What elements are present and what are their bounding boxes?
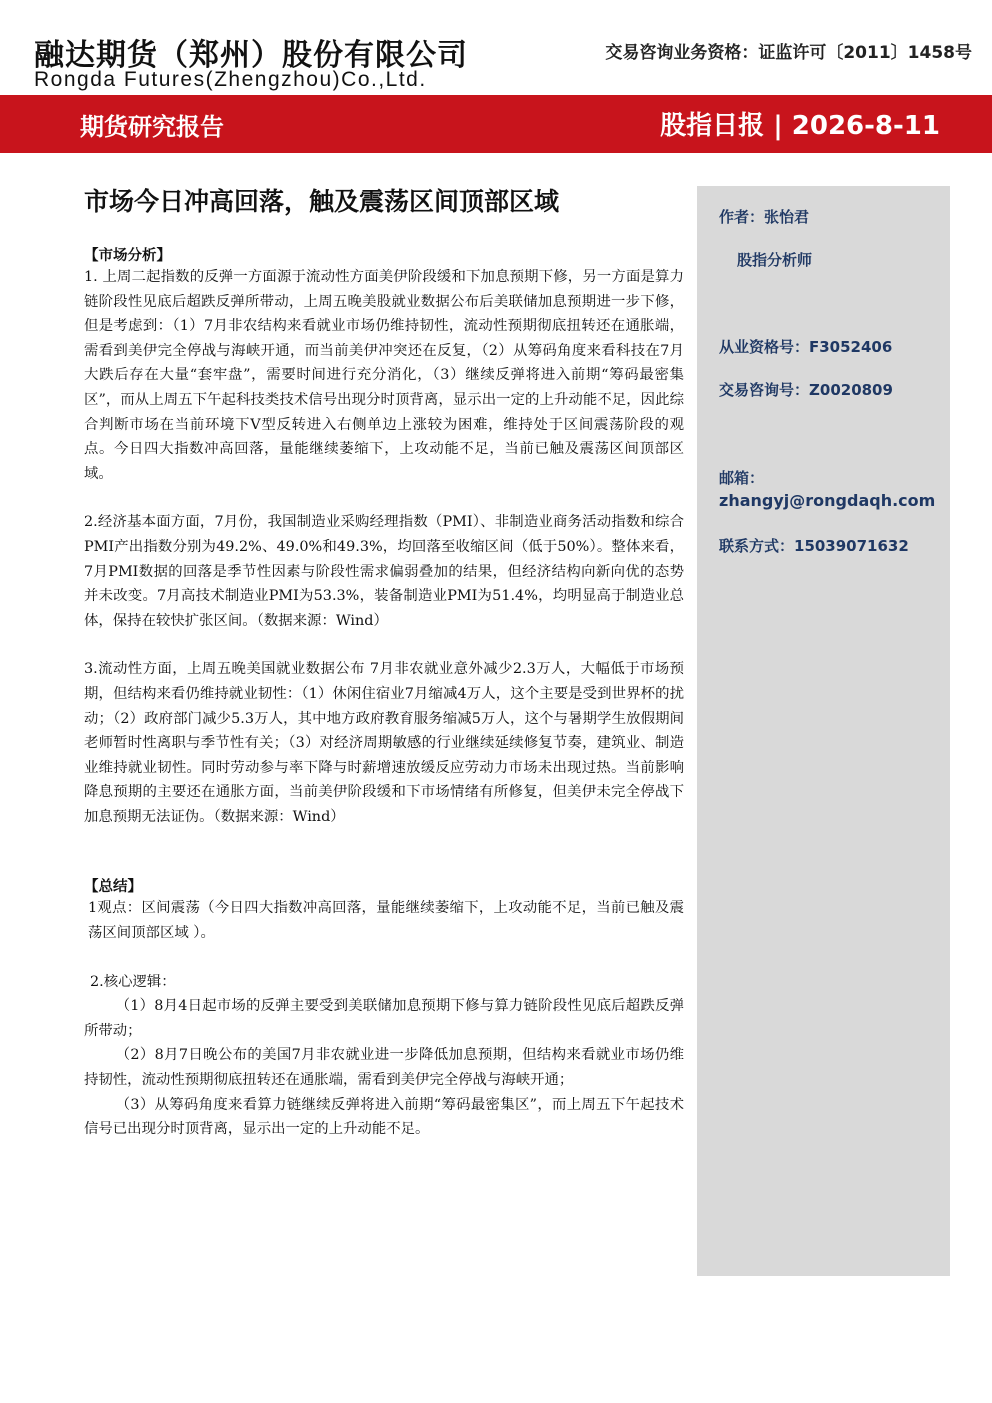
email-link[interactable]: zhangyj@rongdaqh.com (719, 491, 936, 510)
summary-logic-item-1: （1）8月4日起市场的反弹主要受到美联储加息预期下修与算力链阶段性见底后超跌反弹所带动； (84, 998, 684, 1039)
summary-view: 1观点：区间震荡（今日四大指数冲高回落，量能继续萎缩下，上攻动能不足，当前已触及震荡区间顶部区域 ）。 (88, 900, 684, 942)
contact-phone: 联系方式：15039071632 (719, 537, 909, 555)
banner-report-date: 股指日报 | 2026-8-11 (660, 111, 940, 141)
company-name-en: Rongda Futures(Zhengzhou)Co.,Ltd. (34, 68, 427, 91)
email-label: 邮箱： (719, 469, 765, 487)
report-banner (0, 95, 992, 153)
summary-logic-item-3: （3）从筹码角度来看算力链继续反弹将进入前期“筹码最密集区”，而上周五下午起技术信号已出现分时顶背离，显示出一定的上升动能不足。 (84, 1096, 684, 1138)
section-market-analysis-heading: 【市场分析】 (84, 248, 171, 264)
summary-logic-item-2: （2）8月7日晚公布的美国7月非农就业进一步降低加息预期，但结构来看就业市场仍维持韧性，流动性预期彻底扭转还在通胀端，需看到美伊完全停战与海峡开通； (84, 1047, 684, 1089)
analysis-paragraph-1: 1. 上周二起指数的反弹一方面源于流动性方面美伊阶段缓和下加息预期下修，另一方面是算力链阶段性见底后超跌反弹所带动，上周五晚美股就业数据公布后美联储加息预期进一步下修，但是考虑到：（1）7月非农结构来看就业市场仍维持韧性，流动性预期彻底扭转还在通胀端，需看到美伊完全停战与海峡开通，而当前美伊冲突还在反复，（2）从筹码角度来看科技在7月大跌后存在大量“套牢盘”，需要时间进行充分消化，（3）继续反弹将进入前期“筹码最密集区”，而从上周五下午起科技类技术信号出现分时顶背离，显示出一定的上升动能不足，因此综合判断市场在当前环境下V型反转进入右侧单边上涨较为困难，维持处于区间震荡阶段的观点。今日四大指数冲高回落，量能继续萎缩下，上攻动能不足，当前已触及震荡区间顶部区域。 (84, 269, 684, 482)
author-name: 作者：张怡君 (719, 208, 810, 226)
banner-report-type: 期货研究报告 (80, 113, 224, 141)
section-summary-heading: 【总结】 (84, 879, 142, 896)
summary-logic-heading: 2.核心逻辑： (90, 973, 176, 990)
report-title: 市场今日冲高回落，触及震荡区间顶部区域 (84, 187, 560, 216)
author-sidebar (697, 186, 950, 1276)
author-role: 股指分析师 (737, 251, 813, 269)
analysis-paragraph-3: 3.流动性方面，上周五晚美国就业数据公布 7月非农就业意外减少2.3万人，大幅低于市场预期，但结构来看仍维持就业韧性：（1）休闲住宿业7月缩减4万人，这个主要是受到世界杯的扰动；（2）政府部门减少5.3万人，其中地方政府教育服务缩减5万人，这个与暑期学生放假期间老师暂时性离职与季节性有关；（3）对经济周期敏感的行业继续延续修复节奏，建筑业、制造业维持就业韧性。同时劳动参与率下降与时薪增速放缓反应劳动力市场未出现过热。当前影响降息预期的主要还在通胀方面，当前美伊阶段缓和下市场情绪有所修复，但美伊未完全停战下加息预期无法证伪。（数据来源：Wind） (84, 661, 684, 825)
qualification-number: 从业资格号：F3052406 (719, 338, 893, 356)
report-body (84, 182, 684, 1142)
company-name-cn: 融达期货（郑州）股份有限公司 (34, 38, 468, 73)
analysis-paragraph-2: 2.经济基本面方面，7月份，我国制造业采购经理指数（PMI）、非制造业商务活动指数和综合PMI产出指数分别为49.2%、49.0%和49.3%，均回落至收缩区间（低于50%）。整体来看，7月PMI数据的回落是季节性因素与阶段性需求偏弱叠加的结果，但经济结构向新向优的态势并未改变。7月高技术制造业PMI为53.3%，装备制造业PMI为51.4%，均明显高于制造业总体，保持在较快扩张区间。（数据来源：Wind） (84, 514, 684, 629)
consult-number: 交易咨询号：Z0020809 (719, 381, 893, 399)
license-text: 交易咨询业务资格：证监许可〔2011〕1458号 (605, 43, 972, 63)
